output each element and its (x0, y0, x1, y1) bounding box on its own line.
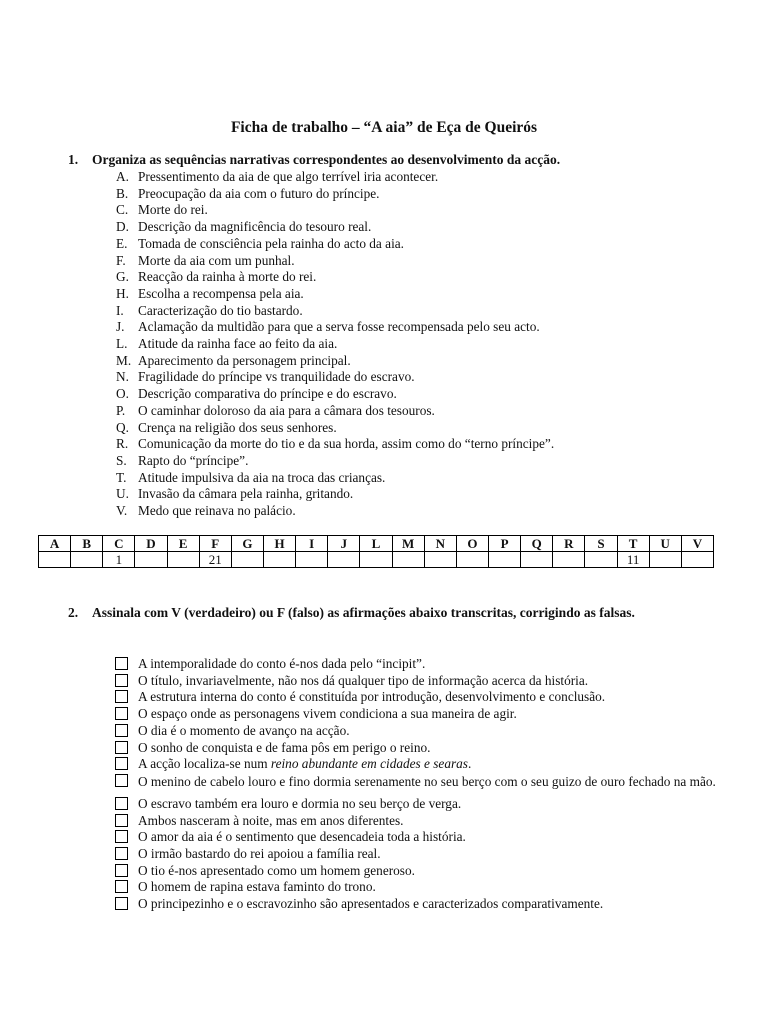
table-header-cell: B (71, 536, 103, 552)
statement-text-part: O dia é o momento de avanço na acção. (138, 722, 350, 738)
item-text: Comunicação da morte do tio e da sua horda, assim como do “terno príncipe”. (138, 436, 555, 452)
item-letter: S. (116, 452, 127, 468)
table-answer-cell[interactable] (71, 552, 103, 568)
question-1-instruction: Organiza as sequências narrativas correspondentes ao desenvolvimento da acção. (92, 152, 561, 167)
statement-text (138, 673, 718, 690)
checkbox[interactable] (115, 880, 128, 893)
statement-text (138, 740, 718, 757)
checkbox[interactable] (115, 774, 128, 787)
table-header-cell: O (456, 536, 488, 552)
table-answer-cell[interactable]: 21 (199, 552, 231, 568)
item-text: Descrição comparativa do príncipe e do escravo. (138, 386, 397, 402)
statement-text-part: O homem de rapina estava faminto do trono. (138, 879, 376, 895)
checkbox[interactable] (115, 707, 128, 720)
checkbox[interactable] (115, 690, 128, 703)
statement-text-part: O título, invariavelmente, não nos dá qualquer tipo de informação acerca da história. (138, 672, 589, 688)
statement-list (115, 656, 718, 913)
table-header-cell: V (681, 536, 713, 552)
question-2-heading (68, 601, 716, 624)
statement-item (115, 673, 718, 690)
item-text: Medo que reinava no palácio. (138, 503, 296, 519)
table-answer-cell[interactable] (263, 552, 295, 568)
table-answer-cell[interactable] (328, 552, 360, 568)
item-letter: D. (116, 219, 129, 235)
list-item (116, 336, 554, 353)
list-item (116, 303, 554, 320)
checkbox[interactable] (115, 724, 128, 737)
table-answer-cell[interactable] (360, 552, 392, 568)
question-number: 2. (68, 605, 79, 620)
table-header-cell: R (553, 536, 585, 552)
statement-item (115, 846, 718, 863)
statement-item (115, 829, 718, 846)
statement-item (115, 896, 718, 913)
checkbox[interactable] (115, 864, 128, 877)
item-letter: C. (116, 202, 129, 218)
list-item (116, 436, 554, 453)
item-text: Morte do rei. (138, 202, 208, 218)
statement-text (138, 846, 718, 863)
item-text: Pressentimento da aia de que algo terrível iria acontecer. (138, 169, 439, 184)
item-letter: L. (116, 336, 128, 352)
statement-item (115, 863, 718, 880)
item-letter: U. (116, 486, 129, 502)
checkbox[interactable] (115, 657, 128, 670)
table-answer-cell[interactable] (649, 552, 681, 568)
table-header-cell: S (585, 536, 617, 552)
table-answer-cell[interactable] (167, 552, 199, 568)
statement-item (115, 740, 718, 757)
item-letter: G. (116, 269, 129, 285)
table-answer-cell[interactable] (424, 552, 456, 568)
item-text: Caracterização do tio bastardo. (138, 302, 303, 318)
statement-text (138, 689, 718, 706)
table-header-cell: P (488, 536, 520, 552)
table-header-cell: D (135, 536, 167, 552)
item-text: Escolha a recompensa pela aia. (138, 285, 304, 301)
table-header-cell: J (328, 536, 360, 552)
table-answer-cell[interactable] (681, 552, 713, 568)
item-letter: H. (116, 285, 129, 301)
item-letter: V. (116, 503, 128, 519)
statement-text-part: A intemporalidade do conto é-nos dada pelo “incipit”. (138, 656, 426, 671)
checkbox[interactable] (115, 797, 128, 810)
table-header-cell: A (39, 536, 71, 552)
statement-text-part: O amor da aia é o sentimento que desencadeia toda a história. (138, 829, 466, 845)
item-text: Tomada de consciência pela rainha do acto da aia. (138, 235, 404, 251)
statement-text (138, 796, 718, 813)
table-header-cell: L (360, 536, 392, 552)
table-answer-cell[interactable]: 1 (103, 552, 135, 568)
table-header-cell: Q (521, 536, 553, 552)
statement-item (115, 723, 718, 740)
table-answer-cell[interactable] (135, 552, 167, 568)
list-item (116, 453, 554, 470)
statement-text (138, 706, 718, 723)
checkbox[interactable] (115, 830, 128, 843)
item-letter: N. (116, 369, 129, 385)
list-item (116, 486, 554, 503)
statement-text (138, 765, 718, 798)
statement-text-part: O principezinho e o escravozinho são apresentados e caracterizados comparativamente. (138, 896, 604, 912)
item-text: Preocupação da aia com o futuro do príncipe. (138, 185, 380, 201)
item-text: Invasão da câmara pela rainha, gritando. (138, 486, 354, 502)
statement-text (138, 879, 718, 896)
statement-item (115, 773, 718, 796)
statement-quote: reino abundante em cidades e searas (270, 756, 468, 772)
item-text: Morte da aia com um punhal. (138, 252, 295, 268)
list-item (116, 353, 554, 370)
statement-text (138, 829, 718, 846)
statement-text (138, 656, 718, 673)
statement-text-part: O espaço onde as personagens vivem condiciona a sua maneira de agir. (138, 706, 517, 722)
list-item (116, 219, 554, 236)
statement-text (138, 813, 718, 830)
checkbox[interactable] (115, 847, 128, 860)
table-answer-cell[interactable] (585, 552, 617, 568)
statement-text-end: . (467, 756, 472, 772)
table-answer-cell[interactable] (296, 552, 328, 568)
list-item (116, 286, 554, 303)
table-answer-cell[interactable]: 11 (617, 552, 649, 568)
list-item (116, 369, 554, 386)
table-answer-cell[interactable] (456, 552, 488, 568)
item-letter: T. (116, 469, 127, 485)
item-letter: J. (116, 319, 125, 335)
list-item (116, 386, 554, 403)
sequence-list (116, 169, 554, 520)
checkbox[interactable] (115, 814, 128, 827)
statement-text (138, 863, 718, 880)
statement-text-part: O irmão bastardo do rei apoiou a família real. (138, 846, 381, 862)
checkbox[interactable] (115, 897, 128, 910)
statement-text-part: Ambos nasceram à noite, mas em anos diferentes. (138, 812, 404, 828)
list-item (116, 403, 554, 420)
statement-text-part: A acção localiza-se num (138, 756, 271, 772)
question-number: 1. (68, 152, 79, 167)
item-letter: R. (116, 436, 129, 452)
item-text: Aclamação da multidão para que a serva fosse recompensada pelo seu acto. (138, 319, 540, 335)
table-header-cell: I (296, 536, 328, 552)
list-item (116, 169, 554, 186)
item-letter: I. (116, 302, 124, 318)
statement-text-part: O escravo também era louro e dormia no seu berço de verga. (138, 795, 462, 811)
list-item (116, 253, 554, 270)
page-title: Ficha de trabalho – “A aia” de Eça de Queirós (230, 119, 538, 136)
list-item (116, 202, 554, 219)
item-letter: Q. (116, 419, 129, 435)
checkbox[interactable] (115, 674, 128, 687)
statement-item (115, 879, 718, 896)
item-letter: F. (116, 252, 126, 268)
list-item (116, 186, 554, 203)
item-text: Crença na religião dos seus senhores. (138, 419, 337, 435)
table-header-cell: N (424, 536, 456, 552)
question-1-heading (68, 152, 708, 168)
list-item (116, 319, 554, 336)
statement-text-part: A estrutura interna do conto é constituída por introdução, desenvolvimento e conclusão. (138, 689, 606, 705)
table-answer-cell[interactable] (488, 552, 520, 568)
item-letter: A. (116, 169, 129, 184)
item-text: Reacção da rainha à morte do rei. (138, 269, 317, 285)
table-answer-cell[interactable] (231, 552, 263, 568)
table-answer-cell[interactable] (392, 552, 424, 568)
item-letter: E. (116, 235, 128, 251)
table-header-cell: M (392, 536, 424, 552)
statement-text-part: O tio é-nos apresentado como um homem generoso. (138, 862, 415, 878)
item-text: Aparecimento da personagem principal. (138, 352, 351, 368)
list-item (116, 269, 554, 286)
table-header-cell: U (649, 536, 681, 552)
list-item (116, 470, 554, 487)
checkbox[interactable] (115, 757, 128, 770)
table-header-cell: T (617, 536, 649, 552)
table-answer-cell[interactable] (39, 552, 71, 568)
statement-item (115, 706, 718, 723)
table-answer-cell[interactable] (553, 552, 585, 568)
list-item (116, 503, 554, 520)
item-text: Atitude impulsiva da aia na troca das crianças. (138, 469, 386, 485)
item-letter: O. (116, 386, 129, 402)
item-text: Atitude da rainha face ao feito da aia. (138, 336, 338, 352)
list-item (116, 420, 554, 437)
statement-text-part: O menino de cabelo louro e fino dormia serenamente no seu berço com o seu guizo de ouro fechado na mão. (138, 773, 716, 789)
question-2-instruction: Assinala com V (verdadeiro) ou F (falso) as afirmações abaixo transcritas, corrigindo as falsas. (92, 605, 635, 620)
statement-text (138, 896, 718, 913)
table-header-cell: E (167, 536, 199, 552)
statement-item (115, 796, 718, 813)
statement-text (138, 723, 718, 740)
table-row (39, 552, 714, 568)
item-text: O caminhar doloroso da aia para a câmara dos tesouros. (138, 402, 435, 418)
table-answer-cell[interactable] (521, 552, 553, 568)
table-header-cell: C (103, 536, 135, 552)
checkbox[interactable] (115, 741, 128, 754)
item-text: Rapto do “príncipe”. (138, 452, 249, 468)
table-header-cell: G (231, 536, 263, 552)
statement-item (115, 656, 718, 673)
table-header-cell: F (199, 536, 231, 552)
item-text: Descrição da magnificência do tesouro real. (138, 219, 372, 235)
item-letter: P. (116, 402, 126, 418)
table-header-cell: H (263, 536, 295, 552)
list-item (116, 236, 554, 253)
answer-table (38, 535, 714, 568)
table-header-row (39, 536, 714, 552)
statement-item (115, 813, 718, 830)
item-text: Fragilidade do príncipe vs tranquilidade do escravo. (138, 369, 415, 385)
statement-text-part: O sonho de conquista e de fama pôs em perigo o reino. (138, 739, 431, 755)
statement-item (115, 689, 718, 706)
item-letter: B. (116, 185, 129, 201)
item-letter: M. (116, 352, 132, 368)
